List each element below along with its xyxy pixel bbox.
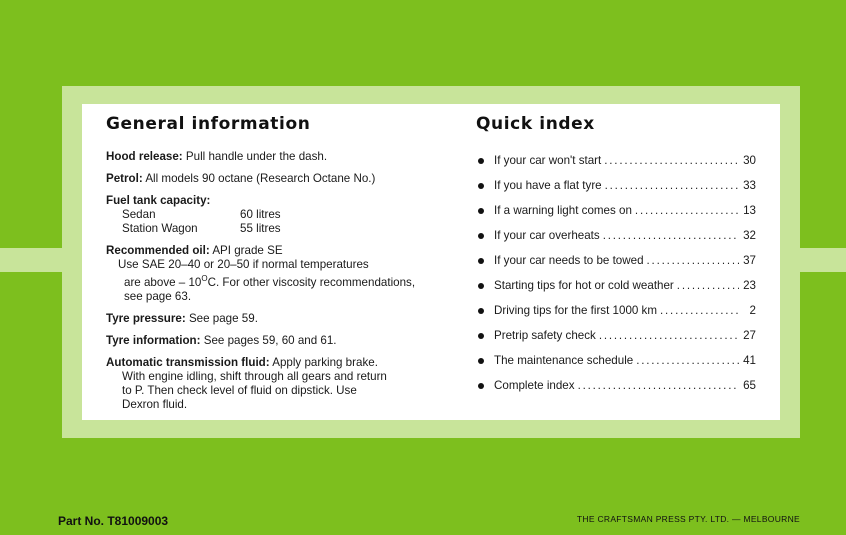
recommended-oil-text: API grade SE bbox=[212, 244, 283, 257]
atf-section bbox=[106, 356, 451, 412]
dot-leader bbox=[603, 229, 739, 242]
atf-line-4: Dexron fluid. bbox=[122, 397, 188, 411]
quick-index-page: 13 bbox=[743, 204, 756, 217]
hood-release-label: Hood release: bbox=[106, 150, 183, 163]
quick-index-item bbox=[476, 198, 756, 223]
quick-index-page: 37 bbox=[743, 254, 756, 267]
dot-leader bbox=[677, 279, 739, 292]
tyre-pressure-label: Tyre pressure: bbox=[106, 311, 186, 325]
quick-index-page: 30 bbox=[743, 154, 756, 167]
quick-index-item bbox=[476, 173, 756, 198]
quick-index-page: 41 bbox=[743, 354, 756, 367]
quick-index-label: If a warning light comes on bbox=[494, 204, 632, 217]
bullet-icon bbox=[478, 358, 484, 364]
quick-index-label: The maintenance schedule bbox=[494, 354, 634, 367]
bullet-icon bbox=[478, 283, 484, 289]
dot-leader bbox=[578, 379, 739, 392]
quick-index-page: 65 bbox=[743, 379, 756, 392]
hood-release-section bbox=[106, 150, 451, 164]
tyre-pressure-section bbox=[106, 312, 451, 326]
oil-line-2: Use SAE 20–40 or 20–50 if normal temperatures bbox=[118, 258, 369, 271]
quick-index-page: 27 bbox=[743, 329, 756, 342]
quick-index-label: Pretrip safety check bbox=[494, 329, 596, 342]
quick-index-item bbox=[476, 148, 756, 173]
quick-index-label: If your car overheats bbox=[494, 229, 600, 242]
quick-index-item bbox=[476, 273, 756, 298]
recommended-oil-label: Recommended oil: bbox=[106, 244, 210, 257]
bullet-icon bbox=[478, 258, 484, 264]
recommended-oil-section bbox=[106, 244, 451, 304]
bullet-icon bbox=[478, 233, 484, 239]
quick-index-title: Quick index bbox=[476, 114, 595, 134]
quick-index-list bbox=[476, 148, 756, 398]
quick-index-page: 33 bbox=[743, 179, 756, 192]
quick-index-item bbox=[476, 298, 756, 323]
quick-index-item bbox=[476, 373, 756, 398]
tyre-information-label: Tyre information: bbox=[106, 333, 201, 347]
fuel-row-value: 55 litres bbox=[240, 222, 281, 235]
bullet-icon bbox=[478, 158, 484, 164]
oil-line-4: see page 63. bbox=[124, 289, 192, 303]
dot-leader bbox=[599, 329, 739, 342]
petrol-section bbox=[106, 172, 451, 186]
dot-leader bbox=[660, 304, 739, 317]
dot-leader bbox=[636, 354, 739, 367]
oil-line-3: are above – $10^OC$. For other viscosity recommendations, bbox=[124, 274, 416, 289]
printer-credit: THE CRAFTSMAN PRESS PTY. LTD. — MELBOURNE bbox=[576, 514, 800, 524]
quick-index-item bbox=[476, 248, 756, 273]
dot-leader bbox=[635, 204, 739, 217]
fuel-row-value: 60 litres bbox=[240, 208, 281, 221]
bullet-icon bbox=[478, 383, 484, 389]
fuel-row-sedan bbox=[122, 208, 451, 222]
quick-index-item bbox=[476, 223, 756, 248]
quick-index-column bbox=[476, 114, 756, 398]
fuel-row-name: Station Wagon bbox=[122, 222, 198, 235]
tyre-pressure-text: See page 59. bbox=[188, 311, 258, 325]
quick-index-item bbox=[476, 323, 756, 348]
general-information-column bbox=[106, 114, 451, 420]
quick-index-item bbox=[476, 348, 756, 373]
petrol-label: Petrol: bbox=[106, 172, 143, 185]
tyre-information-text: See pages 59, 60 and 61. bbox=[203, 333, 337, 347]
atf-line-3: to P. Then check level of fluid on dipstick. Use bbox=[122, 383, 357, 397]
atf-line-2: With engine idling, shift through all gears and return bbox=[122, 369, 387, 383]
quick-index-page: 32 bbox=[743, 229, 756, 242]
fuel-row-name: Sedan bbox=[122, 208, 156, 221]
quick-index-label: If you have a flat tyre bbox=[494, 179, 602, 192]
bullet-icon bbox=[478, 308, 484, 314]
dot-leader bbox=[604, 154, 739, 167]
fuel-row-station-wagon bbox=[122, 222, 451, 236]
quick-index-label: Complete index bbox=[494, 379, 575, 392]
fuel-tank-label: Fuel tank capacity: bbox=[106, 194, 211, 207]
quick-index-label: If your car needs to be towed bbox=[494, 254, 644, 267]
bullet-icon bbox=[478, 333, 484, 339]
tyre-information-section bbox=[106, 334, 451, 348]
quick-index-label: Starting tips for hot or cold weather bbox=[494, 279, 674, 292]
quick-index-page: 2 bbox=[749, 304, 756, 317]
atf-text: Apply parking brake. bbox=[272, 355, 378, 369]
info-card bbox=[82, 104, 780, 420]
quick-index-label: If your car won't start bbox=[494, 154, 602, 167]
atf-label: Automatic transmission fluid: bbox=[106, 355, 270, 369]
part-number: Part No. T81009003 bbox=[58, 514, 169, 528]
bullet-icon bbox=[478, 208, 484, 214]
dot-leader bbox=[605, 179, 739, 192]
petrol-text: All models 90 octane (Research Octane No.) bbox=[145, 172, 376, 185]
quick-index-page: 23 bbox=[743, 279, 756, 292]
dot-leader bbox=[647, 254, 739, 267]
hood-release-text: Pull handle under the dash. bbox=[185, 150, 328, 163]
general-information-title: General information bbox=[106, 114, 311, 134]
bullet-icon bbox=[478, 183, 484, 189]
quick-index-label: Driving tips for the first 1000 km bbox=[494, 304, 658, 317]
fuel-tank-section bbox=[106, 194, 451, 236]
